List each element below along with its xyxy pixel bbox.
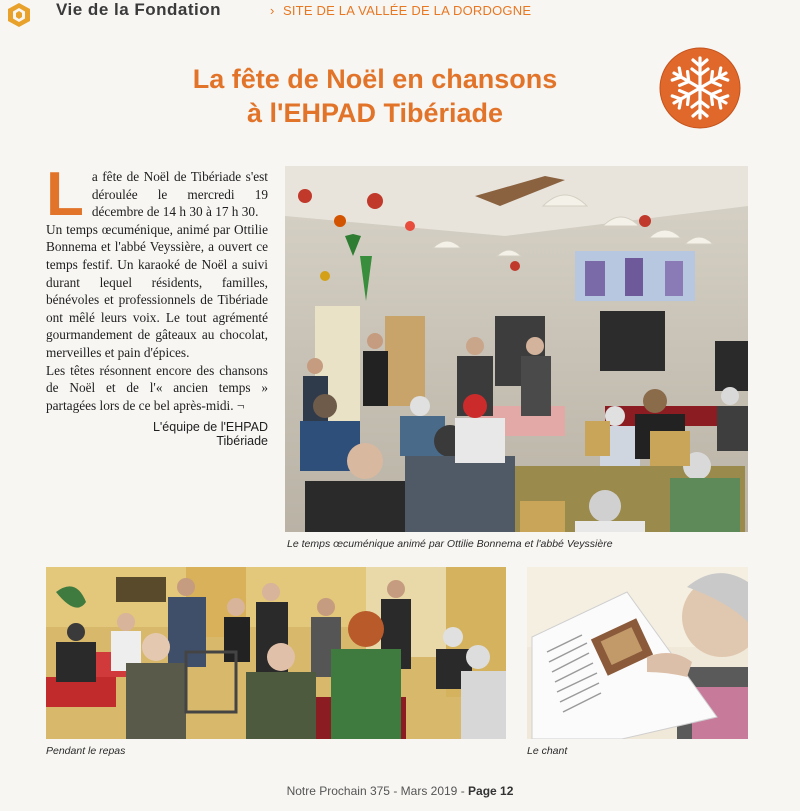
paragraph-1: a fête de Noël de Tibériade s'est déroulée le mercredi 19 décembre de 14 h 30 à 17 h 30.: [91, 169, 268, 220]
footer-separator-1: -: [389, 784, 401, 798]
article-signature: L'équipe de l'EHPAD Tibériade: [152, 420, 268, 448]
breadcrumb-separator: ›: [270, 3, 275, 18]
drop-cap: L: [46, 160, 84, 229]
title-line-1: La fête de Noël en chansons: [192, 64, 558, 94]
article-body: [46, 160, 268, 414]
caption-song-photo: Le chant: [527, 745, 568, 757]
photo-ecumenical-service: [285, 166, 748, 532]
title-line-2: à l'EHPAD Tibériade: [247, 98, 503, 128]
caption-meal-photo: Pendant le repas: [46, 745, 126, 757]
paragraph-3: Les têtes résonnent encore des chansons de Noël et de l'« ancien temps » partagées lors de ce bel après-midi. ¬: [46, 362, 268, 413]
photo-meal: [46, 567, 506, 739]
snowflake-icon: [658, 46, 742, 130]
page-header: [0, 0, 800, 32]
paragraph-2: Un temps œcuménique, animé par Ottilie Bonnema et l'abbé Veyssière, a ouvert ce temps festif. Un karaoké de Noël a suivi durant lequel résidents, familles, bénévoles et professionnels de Tibériade ont mêlé leurs voix. Le tout agrémenté gourmandement de gâteaux au chocolat, merveilles et pain d'épices.: [46, 221, 268, 360]
article-title: [130, 62, 620, 130]
page-number: Page 12: [468, 784, 514, 798]
photo-song: [527, 567, 748, 739]
page-footer: [0, 784, 800, 798]
issue-date: Mars 2019: [400, 784, 458, 798]
magazine-name: Notre Prochain 375: [286, 784, 390, 798]
caption-main-photo: Le temps œcuménique animé par Ottilie Bonnema et l'abbé Veyssière: [287, 538, 613, 550]
section-title: Vie de la Fondation: [56, 0, 222, 19]
footer-separator-2: -: [457, 784, 469, 798]
subsection-title: SITE DE LA VALLÉE DE LA DORDOGNE: [283, 3, 532, 18]
honeycomb-icon: [6, 2, 32, 28]
